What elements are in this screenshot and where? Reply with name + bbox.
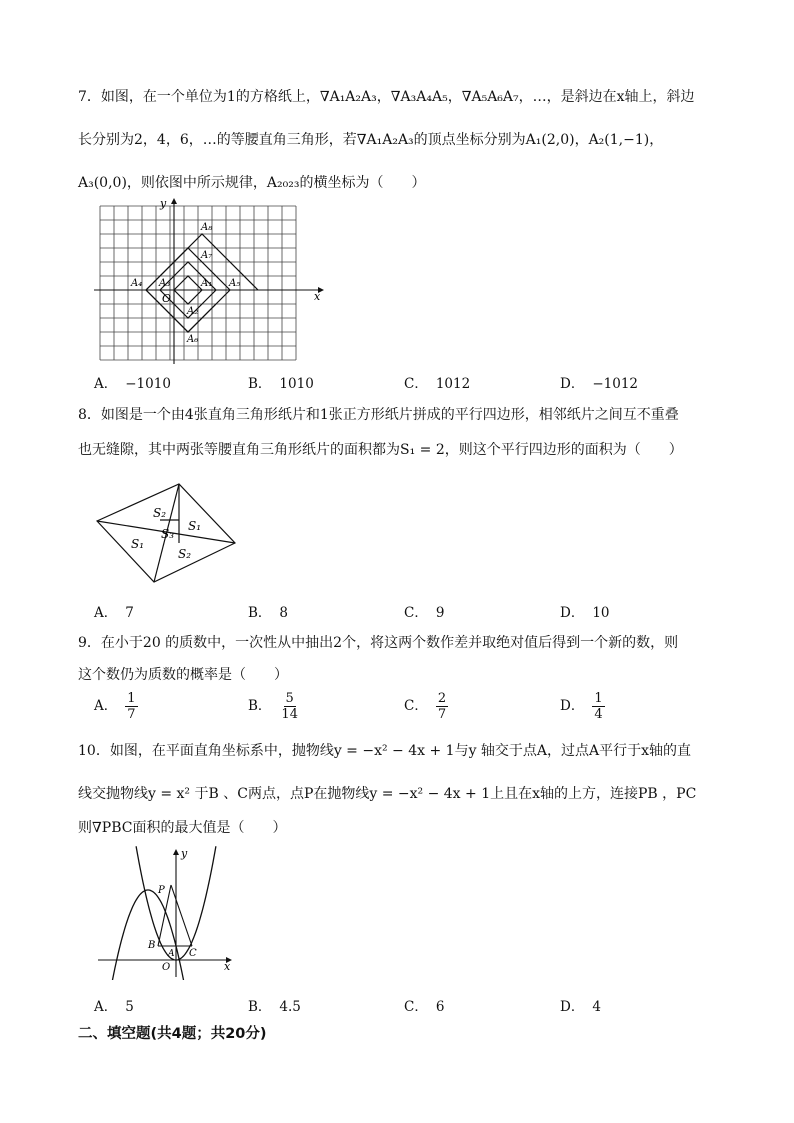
q10-text-line1: 10．如图，在平面直角坐标系中，抛物线y = −x² − 4x + 1与y 轴交于点A，过点A平行于x轴的直 bbox=[78, 743, 692, 759]
q10-label-B: B bbox=[148, 940, 156, 951]
q10-option-b: B． 4.5 bbox=[248, 999, 301, 1015]
q9-text-line2: 这个数仍为质数的概率是（ ） bbox=[78, 667, 288, 683]
q8-option-b: B． 8 bbox=[248, 605, 289, 621]
q7-grid-figure bbox=[90, 196, 330, 368]
q10-label-A: A bbox=[168, 949, 175, 959]
q8-label-s2-bottom: S₂ bbox=[178, 547, 192, 561]
q9-option-b: B． $\frac{5}{14}$ bbox=[248, 691, 298, 722]
q10-option-d: D． 4 bbox=[560, 999, 601, 1015]
q7-label-A1: A₁ bbox=[201, 278, 213, 289]
q8-label-s2-top: S₂ bbox=[153, 506, 167, 520]
q10-text-line3: 则∇PBC面积的最大值是（ ） bbox=[78, 820, 287, 836]
q8-label-s3: S₃ bbox=[161, 527, 175, 541]
q7-option-b: B． 1010 bbox=[248, 376, 314, 392]
q10-axis-y-label: y bbox=[181, 847, 188, 860]
q7-option-c: C． 1012 bbox=[404, 376, 471, 392]
q8-parallelogram-figure bbox=[92, 478, 242, 588]
q7-axis-y-label: y bbox=[160, 197, 167, 210]
q8-text-line1: 8．如图是一个由4张直角三角形纸片和1张正方形纸片拼成的平行四边形，相邻纸片之间互不重叠 bbox=[78, 407, 679, 423]
q7-label-A7: A₇ bbox=[201, 250, 213, 261]
q10-option-c: C． 6 bbox=[404, 999, 445, 1015]
q7-label-A4: A₄ bbox=[131, 278, 143, 289]
q10-axis-x-label: x bbox=[224, 960, 231, 973]
q7-label-A3: A₃ bbox=[159, 278, 171, 289]
q7-option-a: A． −1010 bbox=[94, 376, 171, 392]
q8-text-line2: 也无缝隙，其中两张等腰直角三角形纸片的面积都为S₁ = 2，则这个平行四边形的面积为（ ） bbox=[78, 442, 683, 458]
q9-text-line1: 9．在小于20 的质数中，一次性从中抽出2个，将这两个数作差并取绝对值后得到一个新的数，则 bbox=[78, 635, 679, 651]
q10-label-P: P bbox=[158, 885, 165, 896]
q7-origin-label: O bbox=[162, 292, 172, 305]
q7-axis-x-label: x bbox=[314, 290, 321, 303]
q9-option-a: A． $\frac{1}{7}$ bbox=[94, 691, 136, 722]
q10-origin-label: O bbox=[162, 962, 171, 973]
q7-text-line1: 7．如图，在一个单位为1的方格纸上，∇A₁A₂A₃，∇A₃A₄A₅，∇A₅A₆A₇，…，是斜边在x轴上，斜边 bbox=[78, 89, 695, 105]
q8-option-a: A． 7 bbox=[94, 605, 134, 621]
q7-label-A6: A₆ bbox=[187, 334, 199, 345]
q9-option-c: C． $\frac{2}{7}$ bbox=[404, 691, 447, 722]
q7-option-d: D． −1012 bbox=[560, 376, 638, 392]
q8-label-s1-right: S₁ bbox=[188, 519, 202, 533]
q10-option-a: A． 5 bbox=[94, 999, 134, 1015]
q10-text-line2: 线交抛物线y = x² 于B 、C两点，点P在抛物线y = −x² − 4x + 1上且在x轴的上方，连接PB ，PC bbox=[78, 786, 697, 802]
q7-label-A2: A₂ bbox=[187, 306, 199, 317]
q7-text-line3: A₃(0,0)，则依图中所示规律，A₂₀₂₃的横坐标为（ ） bbox=[78, 175, 426, 191]
q8-option-c: C． 9 bbox=[404, 605, 445, 621]
q7-text-line2: 长分别为2，4，6，…的等腰直角三角形，若∇A₁A₂A₃的顶点坐标分别为A₁(2,0)，A₂(1,−1)， bbox=[78, 132, 664, 148]
q7-label-A8: A₈ bbox=[201, 222, 213, 233]
q8-label-s1-left: S₁ bbox=[131, 537, 145, 551]
q9-option-d: D． $\frac{1}{4}$ bbox=[560, 691, 603, 722]
q8-option-d: D． 10 bbox=[560, 605, 610, 621]
section-fill-in-heading: 二、填空题(共4题；共20分) bbox=[78, 1026, 267, 1042]
q10-parabola-figure bbox=[94, 845, 244, 980]
q10-label-C: C bbox=[189, 948, 197, 959]
q7-label-A5: A₅ bbox=[229, 278, 241, 289]
